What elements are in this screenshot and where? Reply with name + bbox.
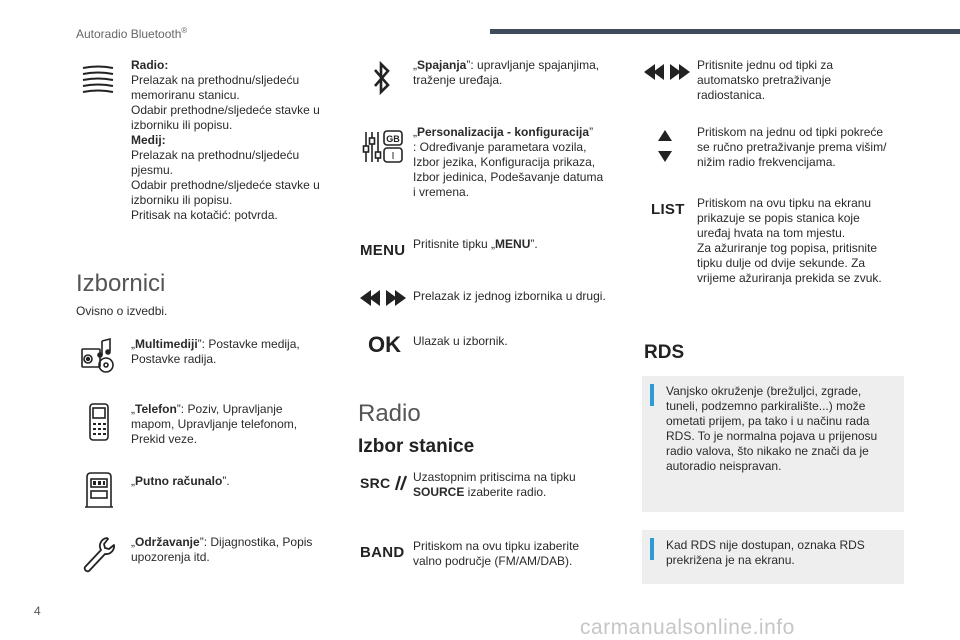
menu-personalizacija: „Personalizacija - konfiguracija” : Određivanje parametara vozila, Izbor jezika, Konfiguracija prikaza, Izbor jedinica, Podešavanje datuma i vremena. xyxy=(413,125,604,199)
info-icon xyxy=(650,384,654,406)
list-lines-icon xyxy=(80,62,116,98)
note-text: Vanjsko okruženje (brežuljci, zgrade, tuneli, podzemno parkiralište...) može ometati prijem, pa tako i u načinu rada RDS. To je normalna pojava u prijenosu radio valova, što nikako ne znači da je autoradio neispravan. xyxy=(666,384,878,473)
info-note-rds-unavailable xyxy=(642,530,904,584)
src-slash-icon xyxy=(394,474,408,492)
svg-text:GB: GB xyxy=(386,134,400,144)
band-key-label: BAND xyxy=(360,544,405,561)
ok-text: Ulazak u izbornik. xyxy=(413,334,508,348)
svg-text:I: I xyxy=(391,151,395,162)
ok-key-label: OK xyxy=(368,332,401,357)
info-note-rds-reception xyxy=(642,376,904,512)
bluetooth-icon xyxy=(368,58,396,98)
radio-media-description: Radio: Prelazak na prethodnu/sljedeću memoriranu stanicu. Odabir prethodne/sljedeće stavke u izborniku ili popisu. Medij: Prelazak na prethodnu/sljedeću pjesmu. Odabir prethodne/sljedeće stavke u izborniku ili popisu. Pritisak na kotačić: potvrda. xyxy=(131,58,320,222)
wrench-icon xyxy=(80,535,116,575)
note-text: Kad RDS nije dostupan, oznaka RDS prekrižena je na ekranu. xyxy=(666,538,865,567)
src-text: Uzastopnim pritiscima na tipku SOURCE izaberite radio. xyxy=(413,470,576,499)
page-number: 4 xyxy=(34,604,41,618)
section-title-izbornici: Izbornici xyxy=(76,270,166,297)
menu-putno-racunalo: „Putno računalo”. xyxy=(131,474,230,488)
watermark: carmanualsonline.info xyxy=(580,616,795,639)
up-down-arrows-icon xyxy=(654,128,676,164)
menu-multimediji: „Multimediji”: Postavke medija, Postavke radija. xyxy=(131,337,300,366)
info-icon xyxy=(650,538,654,560)
arrows-text: Prelazak iz jednog izbornika u drugi. xyxy=(413,289,606,303)
ovisno-text: Ovisno o izvedbi. xyxy=(76,304,168,318)
section-title-izbor-stanice: Izbor stanice xyxy=(358,436,475,457)
updown-text: Pritiskom na jednu od tipki pokreće se ručno pretraživanje prema višim/ nižim radio frekvencijama. xyxy=(697,125,887,169)
src-key-label: SRC xyxy=(360,474,408,492)
list-key-label: LIST xyxy=(651,201,685,218)
menu-key-label: MENU xyxy=(360,242,406,259)
band-text: Pritiskom na ovu tipku izaberite valno područje (FM/AM/DAB). xyxy=(413,539,580,568)
double-arrows-icon xyxy=(360,287,406,309)
phone-icon xyxy=(84,402,114,442)
settings-sliders-icon xyxy=(362,128,404,166)
header-bar xyxy=(490,29,960,34)
menu-odrzavanje: „Održavanje”: Dijagnostika, Popis upozorenja itd. xyxy=(131,535,313,564)
section-title-rds: RDS xyxy=(644,342,685,363)
seek-text: Pritisnite jednu od tipki za automatsko pretraživanje radiostanica. xyxy=(697,58,834,102)
multimedia-icon xyxy=(80,337,116,373)
list-text: Pritiskom na ovu tipku na ekranu prikazuje se popis stanica koje uređaj hvata na tom mjestu. Za ažuriranje tog popisa, pritisnite tipku dulje od dvije sekunde. Za vrijeme ažuriranja prekida se zvuk. xyxy=(697,196,882,285)
trip-computer-icon xyxy=(82,470,116,510)
section-title-radio: Radio xyxy=(358,400,421,427)
running-header: Autoradio Bluetooth® xyxy=(76,26,188,41)
seek-arrows-icon xyxy=(644,62,690,82)
menu-key-text: Pritisnite tipku „MENU”. xyxy=(413,237,538,251)
menu-telefon: „Telefon”: Poziv, Upravljanje mapom, Upravljanje telefonom, Prekid veze. xyxy=(131,402,298,446)
menu-spajanja: „Spajanja”: upravljanje spajanjima, traženje uređaja. xyxy=(413,58,600,87)
